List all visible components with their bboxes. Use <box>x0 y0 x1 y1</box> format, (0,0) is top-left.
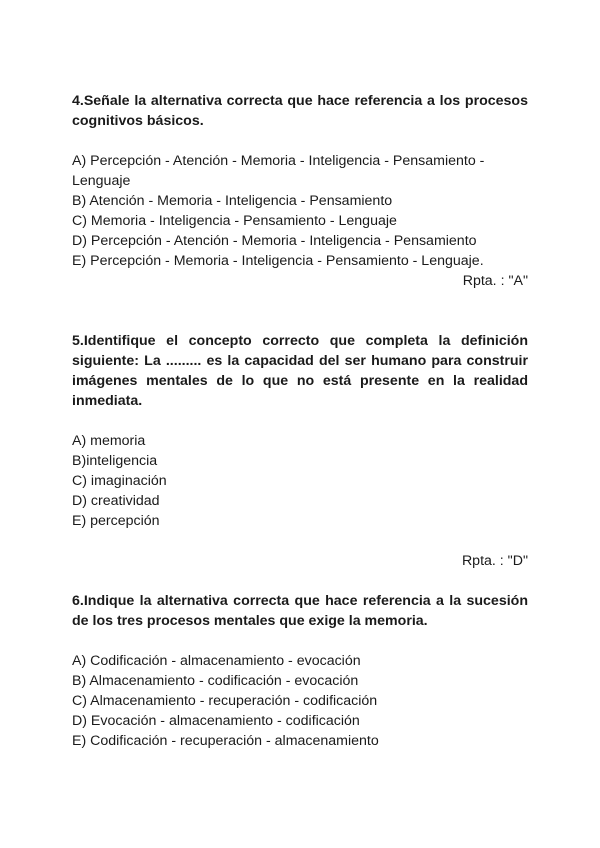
option-d: D) Evocación - almacenamiento - codificación <box>72 713 360 729</box>
option-c: C) Almacenamiento - recuperación - codificación <box>72 693 378 709</box>
option-d: D) creatividad <box>72 493 160 509</box>
option-b: B)inteligencia <box>72 453 158 469</box>
question-4-answer: Rpta. : "A" <box>462 273 528 289</box>
option-e: E) Percepción - Memoria - Inteligencia - Pensamiento - Lenguaje. <box>72 253 484 269</box>
option-e: E) Codificación - recuperación - almacenamiento <box>72 733 379 749</box>
option-e: E) percepción <box>72 513 160 529</box>
question-6 <box>72 591 528 751</box>
option-a: A) Percepción - Atención - Memoria - Inteligencia - Pensamiento - Lenguaje <box>72 153 485 189</box>
question-5-options <box>72 431 528 531</box>
question-4-options <box>72 151 528 271</box>
option-c: C) Memoria - Inteligencia - Pensamiento - Lenguaje <box>72 213 397 229</box>
question-6-title: 6.Indique la alternativa correcta que hace referencia a la sucesión de los tres procesos mentales que exige la memoria. <box>72 593 528 629</box>
question-5-answer: Rpta. : "D" <box>461 553 528 569</box>
question-6-options <box>72 651 528 751</box>
option-b: B) Atención - Memoria - Inteligencia - Pensamiento <box>72 193 393 209</box>
option-d: D) Percepción - Atención - Memoria - Inteligencia - Pensamiento <box>72 233 477 249</box>
question-5-title: 5.Identifique el concepto correcto que completa la definición siguiente: La ......... es la capacidad del ser humano para construir imágenes mentales de lo que no está presente en la realidad inmediata. <box>72 333 528 409</box>
option-b: B) Almacenamiento - codificación - evocación <box>72 673 359 689</box>
question-5 <box>72 331 528 571</box>
option-a: A) memoria <box>72 433 146 449</box>
option-c: C) imaginación <box>72 473 167 489</box>
option-a: A) Codificación - almacenamiento - evocación <box>72 653 361 669</box>
question-4-title: 4.Señale la alternativa correcta que hace referencia a los procesos cognitivos básicos. <box>72 93 528 129</box>
question-4 <box>72 91 528 291</box>
